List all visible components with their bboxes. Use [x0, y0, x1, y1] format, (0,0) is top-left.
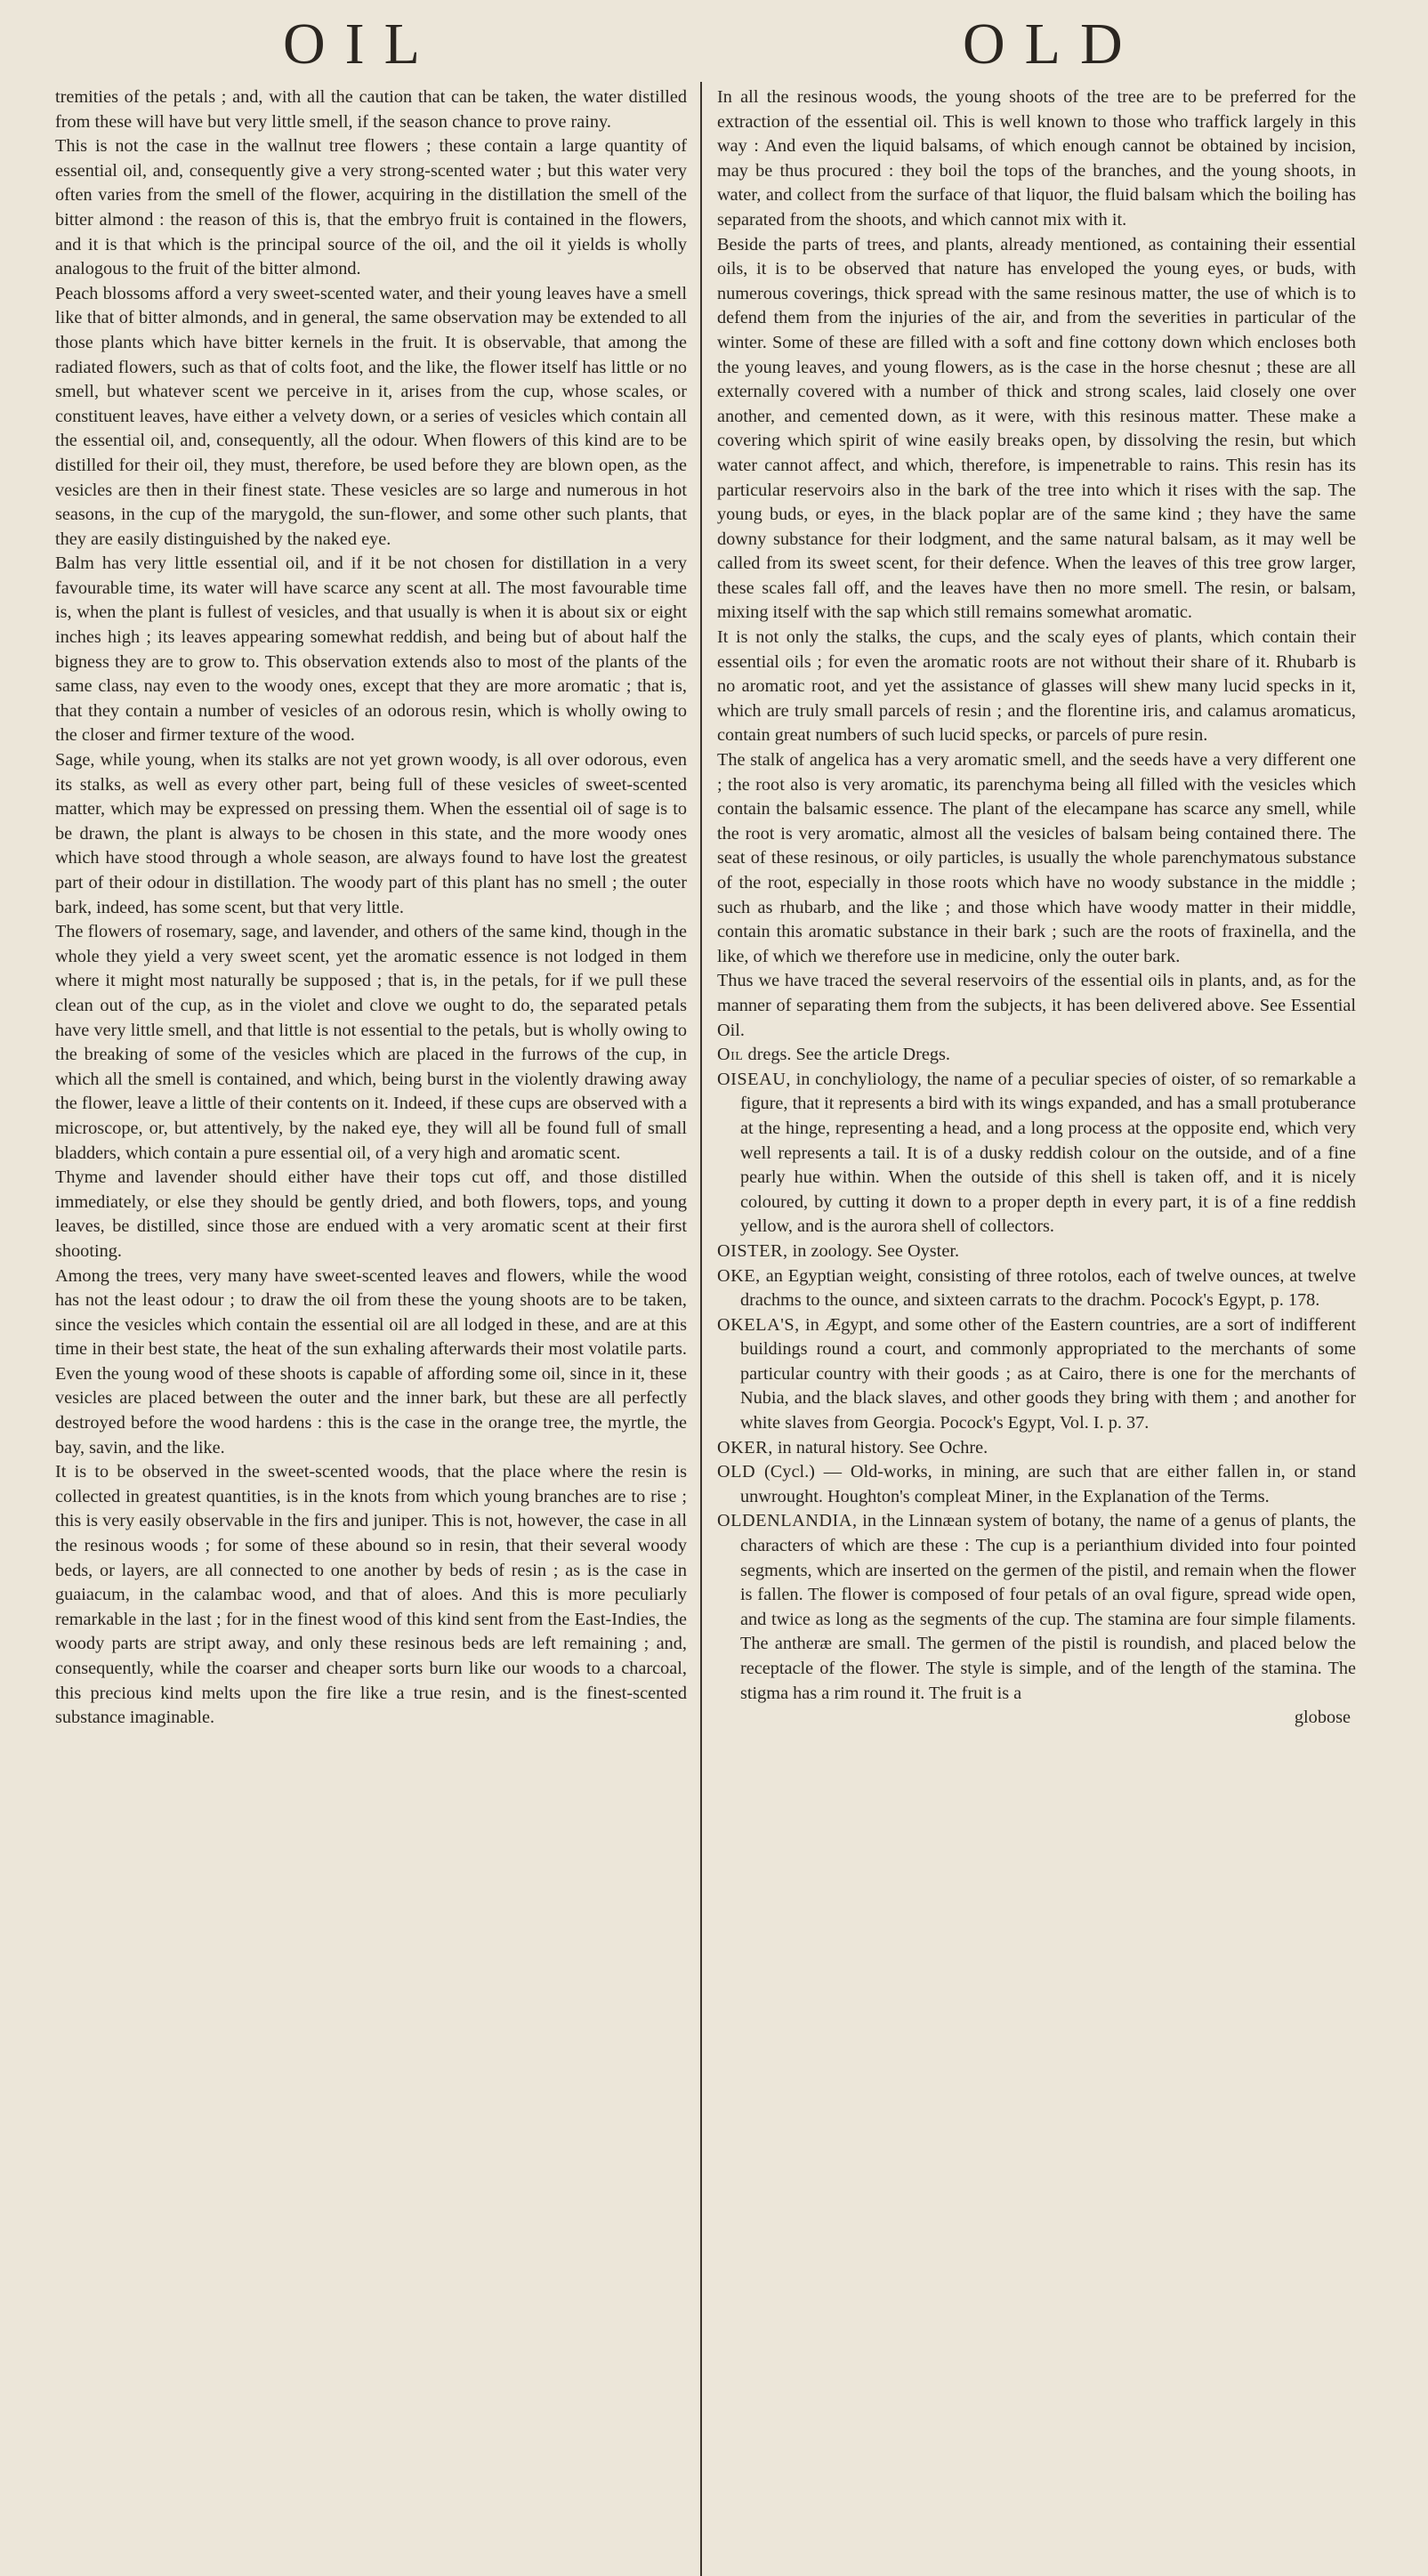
- entry-headword: Oil: [717, 1045, 744, 1065]
- running-head-right: OLD: [963, 12, 1142, 77]
- paragraph: It is to be observed in the sweet-scented woods, that the place where the resin is collected in greatest quantities, is in the knots from which young branches are to rise ; this is very easily observable in the firs and juniper. This is not, however, the case in all the resinous woods ; for some of these abound so in resin, that their several woody beds, or layers, are all connected to one another by beds of resin ; as is the case in guaiacum, in the calambac wood, and that of aloes. And this is more peculiarly remarkable in the last ; for in the finest wood of this kind sent from the East-Indies, the woody parts are stript away, and only these resinous beds are left remaining ; and, consequently, while the coarser and cheaper sorts burn like our woods to a charcoal, this precious kind melts upon the fire like a true resin, and is the finest-scented substance imaginable.: [55, 1462, 687, 1728]
- entry-text: in the Linnæan system of botany, the name of a genus of plants, the characters of which are these : The cup is a perianthium divided into four pointed segments, which are inserted on the germen of the pistil, and remain when the flower is fallen. The flower is composed of four petals of an oval figure, spread wide open, and twice as long as the segments of the cup. The stamina are four simple filaments. The antheræ are small. The germen of the pistil is roundish, and placed below the receptacle of the flower. The style is simple, and of the length of the stamina. The stigma has a rim round it. The fruit is a: [740, 1511, 1356, 1703]
- paragraph: Sage, while young, when its stalks are not yet grown woody, is all over odorous, even its stalks, as well as every other part, being full of these vesicles of sweet-scented matter, which may be expressed on pressing them. When the essential oil of sage is to be drawn, the plant is always to be chosen in this state, and the more woody ones which have stood through a whole season, are always found to have lost the greatest part of their odour in distillation. The woody part of this plant has no smell ; the outer bark, indeed, has some scent, but that very little.: [55, 750, 687, 917]
- entry-text: in Ægypt, and some other of the Eastern countries, are a sort of indifferent buildings round a court, and commonly appropriated to the merchants of some particular country with their goods ; as at Cairo, there is one for the merchants of Nubia, and the black slaves, and other goods they bring with them ; and another for white slaves from Georgia. Pocock's Egypt, Vol. I. p. 37.: [740, 1314, 1356, 1433]
- running-head-left: OIL: [283, 12, 440, 77]
- paragraph: This is not the case in the wallnut tree flowers ; these contain a large quantity of essential oil, and, consequently give a very strong-scented water ; but this water very often varies from the smell of the flower, acquiring in the distillation the smell of the bitter almond : the reason of this is, that the embryo fruit is contained in the flowers, and it is that which is the principal source of the oil, and the oil it yields is wholly analogous to the fruit of the bitter almond.: [55, 136, 687, 279]
- entry-headword: OKER,: [717, 1437, 773, 1458]
- entry-text: dregs. See the article Dregs.: [747, 1045, 950, 1065]
- entry-text: in zoology. See Oyster.: [792, 1240, 960, 1261]
- paragraph: tremities of the petals ; and, with all the caution that can be taken, the water distilled from these will have but very little smell, if the season chance to prove rainy.: [55, 87, 687, 132]
- paragraph: Thus we have traced the several reservoirs of the essential oils in plants, and, as for the manner of separating them from the subjects, it has been delivered above. See Essential Oil.: [717, 971, 1356, 1040]
- dictionary-entry: [717, 1509, 1356, 1706]
- entry-headword: OISTER,: [717, 1240, 788, 1261]
- paragraph: It is not only the stalks, the cups, and the scaly eyes of plants, which contain their essential oils ; for even the aromatic roots are not without their share of it. Rhubarb is no aromatic root, and yet the assistance of glasses will shew many lucid specks in it, which are truly small parcels of resin ; and the florentine iris, and calamus aromaticus, contain great numbers of such lucid specks, or parcels of pure resin.: [717, 627, 1356, 746]
- paragraph: Peach blossoms afford a very sweet-scented water, and their young leaves have a smell like that of bitter almonds, and in general, the same observation may be extended to all those plants which have bitter kernels in the fruit. It is observable, that among the radiated flowers, such as that of colts foot, and the like, the flower itself has little or no smell, but whatever scent we perceive in it, arises from the cup, whose scales, or constituent leaves, have either a velvety down, or a series of vesicles which contain all the essential oil, and, consequently, all the odour. When flowers of this kind are to be distilled for their oil, they must, therefore, be used before they are blown open, as the vesicles are then in their finest state. These vesicles are so large and numerous in hot seasons, in the cup of the marygold, the sun-flower, and some other such plants, that they are easily distinguished by the naked eye.: [55, 283, 687, 549]
- entry-headword: OISEAU,: [717, 1069, 791, 1089]
- column-divider: [700, 82, 702, 2576]
- entry-text: an Egyptian weight, consisting of three rotolos, each of twelve ounces, at twelve drachms to the ounce, and sixteen carrats to the drachm. Pocock's Egypt, p. 178.: [740, 1265, 1356, 1311]
- catchword: globose: [1294, 1708, 1351, 1728]
- entry-text: (Cycl.) — Old-works, in mining, are such that are either fallen in, or stand unwrought. Houghton's compleat Miner, in the Explanation of the Terms.: [740, 1462, 1356, 1506]
- left-column: [55, 85, 687, 2572]
- dictionary-entry: [717, 1043, 1356, 1068]
- entry-headword: OKE,: [717, 1265, 761, 1286]
- entry-headword: OLDENLANDIA,: [717, 1511, 858, 1531]
- dictionary-entry: [717, 1313, 1356, 1436]
- dictionary-entry: [717, 1068, 1356, 1240]
- dictionary-entry: [717, 1264, 1356, 1313]
- entry-headword: OLD: [717, 1462, 756, 1482]
- paragraph: Among the trees, very many have sweet-scented leaves and flowers, while the wood has not the least odour ; to draw the oil from these the young shoots are to be taken, since the vesicles which contain the essential oil are all lodged in these, and are at this time in their best state, the heat of the sun exhaling afterwards their most volatile parts. Even the young wood of these shoots is capable of affording some oil, since in it, these vesicles are placed between the outer and the inner bark, but these are all perfectly destroyed before the wood hardens : this is the case in the orange tree, the myrtle, the bay, savin, and the like.: [55, 1265, 687, 1458]
- entry-text: in conchyliology, the name of a peculiar species of oister, of so remarkable a figure, that it represents a bird with its wings expanded, and has a small protuberance at the hinge, representing a head, and a long process at the opposite end, which very well represents a tail. It is of a dusky reddish colour on the outside, and of a fine pearly hue within. When the outside of this shell is taken off, and it is nicely coloured, by cutting it down to a proper depth in every part, it is of a fine reddish yellow, and is the aurora shell of collectors.: [740, 1069, 1356, 1237]
- right-column: [717, 85, 1356, 2572]
- paragraph: Thyme and lavender should either have their tops cut off, and those distilled immediately, or else they should be gently dried, and both flowers, tops, and young leaves, be distilled, since those are endued with a very aromatic scent at their first shooting.: [55, 1167, 687, 1261]
- dictionary-entry: [717, 1460, 1356, 1509]
- paragraph: In all the resinous woods, the young shoots of the tree are to be preferred for the extraction of the essential oil. This is well known to those who traffick largely in this way : And even the liquid balsams, of which enough cannot be obtained by incision, may be thus procured : they boil the tops of the branches, and the young shoots, in water, and collect from the surface of that liquor, the fluid balsam which the boiling has separated from the shoots, and which cannot mix with it.: [717, 87, 1356, 230]
- dictionary-entry: [717, 1240, 1356, 1264]
- paragraph: Beside the parts of trees, and plants, already mentioned, as containing their essential oils, it is to be observed that nature has enveloped the young eyes, or buds, with numerous coverings, thick spread with the same resinous matter, the use of which is to defend them from the injuries of the air, and from the severities in particular of the winter. Some of these are filled with a soft and fine cottony down which encloses both the young leaves, and young flowers, as is the case in the horse chesnut ; these are all externally covered with a number of thick and strong scales, laid closely one over another, and cemented down, as it were, with this resinous matter. These make a covering which spirit of wine easily breaks open, by dissolving the resin, but which water cannot affect, and which, therefore, is impenetrable to rains. This resin has its particular reservoirs also in the bark of the tree into which it rises with the sap. The young buds, or eyes, in the black poplar are of the same kind ; they have the same downy substance for their lodgment, and the same natural balsam, as it may well be called from its sweet scent, for their defence. When the leaves of this tree grow larger, these scales fall off, and the leaves have then no more smell. The resin, or balsam, mixing itself with the sap which still remains somewhat aromatic.: [717, 234, 1356, 623]
- paragraph: The stalk of angelica has a very aromatic smell, and the seeds have a very different one ; the root also is very aromatic, its parenchyma being all filled with the vesicles which contain the balsamic essence. The plant of the elecampane has scarce any smell, while the root is very aromatic, almost all the vesicles of balsam being contained there. The seat of these resinous, or oily particles, is usually the whole parenchymatous substance of the root, especially in those roots which have no woody substance in the middle ; such as rhubarb, and the like ; and those which have woody matter in their middle, contain this aromatic substance in their bark ; such are the roots of fraxinella, and the like, of which we therefore use in medicine, only the outer bark.: [717, 750, 1356, 966]
- entry-headword: OKELA'S,: [717, 1314, 800, 1335]
- paragraph: Balm has very little essential oil, and if it be not chosen for distillation in a very favourable time, its water will have scarce any scent at all. The most favourable time is, when the plant is fullest of vesicles, and that usually is when it is about six or eight inches high ; its leaves appearing somewhat reddish, and being but of about half the bigness they are to grow to. This observation extends also to most of the plants of the same class, nay even to the woody ones, except that they are more aromatic ; that is, that they contain a number of vesicles of an odorous resin, which is wholly owing to the closer and firmer texture of the wood.: [55, 553, 687, 746]
- entry-text: in natural history. See Ochre.: [777, 1437, 988, 1458]
- paragraph: The flowers of rosemary, sage, and lavender, and others of the same kind, though in the whole they yield a very sweet scent, yet the aromatic essence is not lodged in them where it might most naturally be supposed ; that is, in the petals, for if we pull these clean out of the cup, as in the violet and clove we ought to do, the separated petals have very little smell, and that little is not essential to the petals, but is wholly owing to the breaking of some of the vesicles which are placed in the furrows of the cup, in which all the smell is contained, and which, being burst in the violently drawing away the flower, leave a little of their contents on it. Indeed, if these cups are observed with a microscope, or, but attentively, by the naked eye, they will all be found full of small bladders, which contain a pure essential oil, of a very high and aromatic scent.: [55, 922, 687, 1163]
- dictionary-entry: [717, 1436, 1356, 1461]
- running-head: [0, 11, 1428, 82]
